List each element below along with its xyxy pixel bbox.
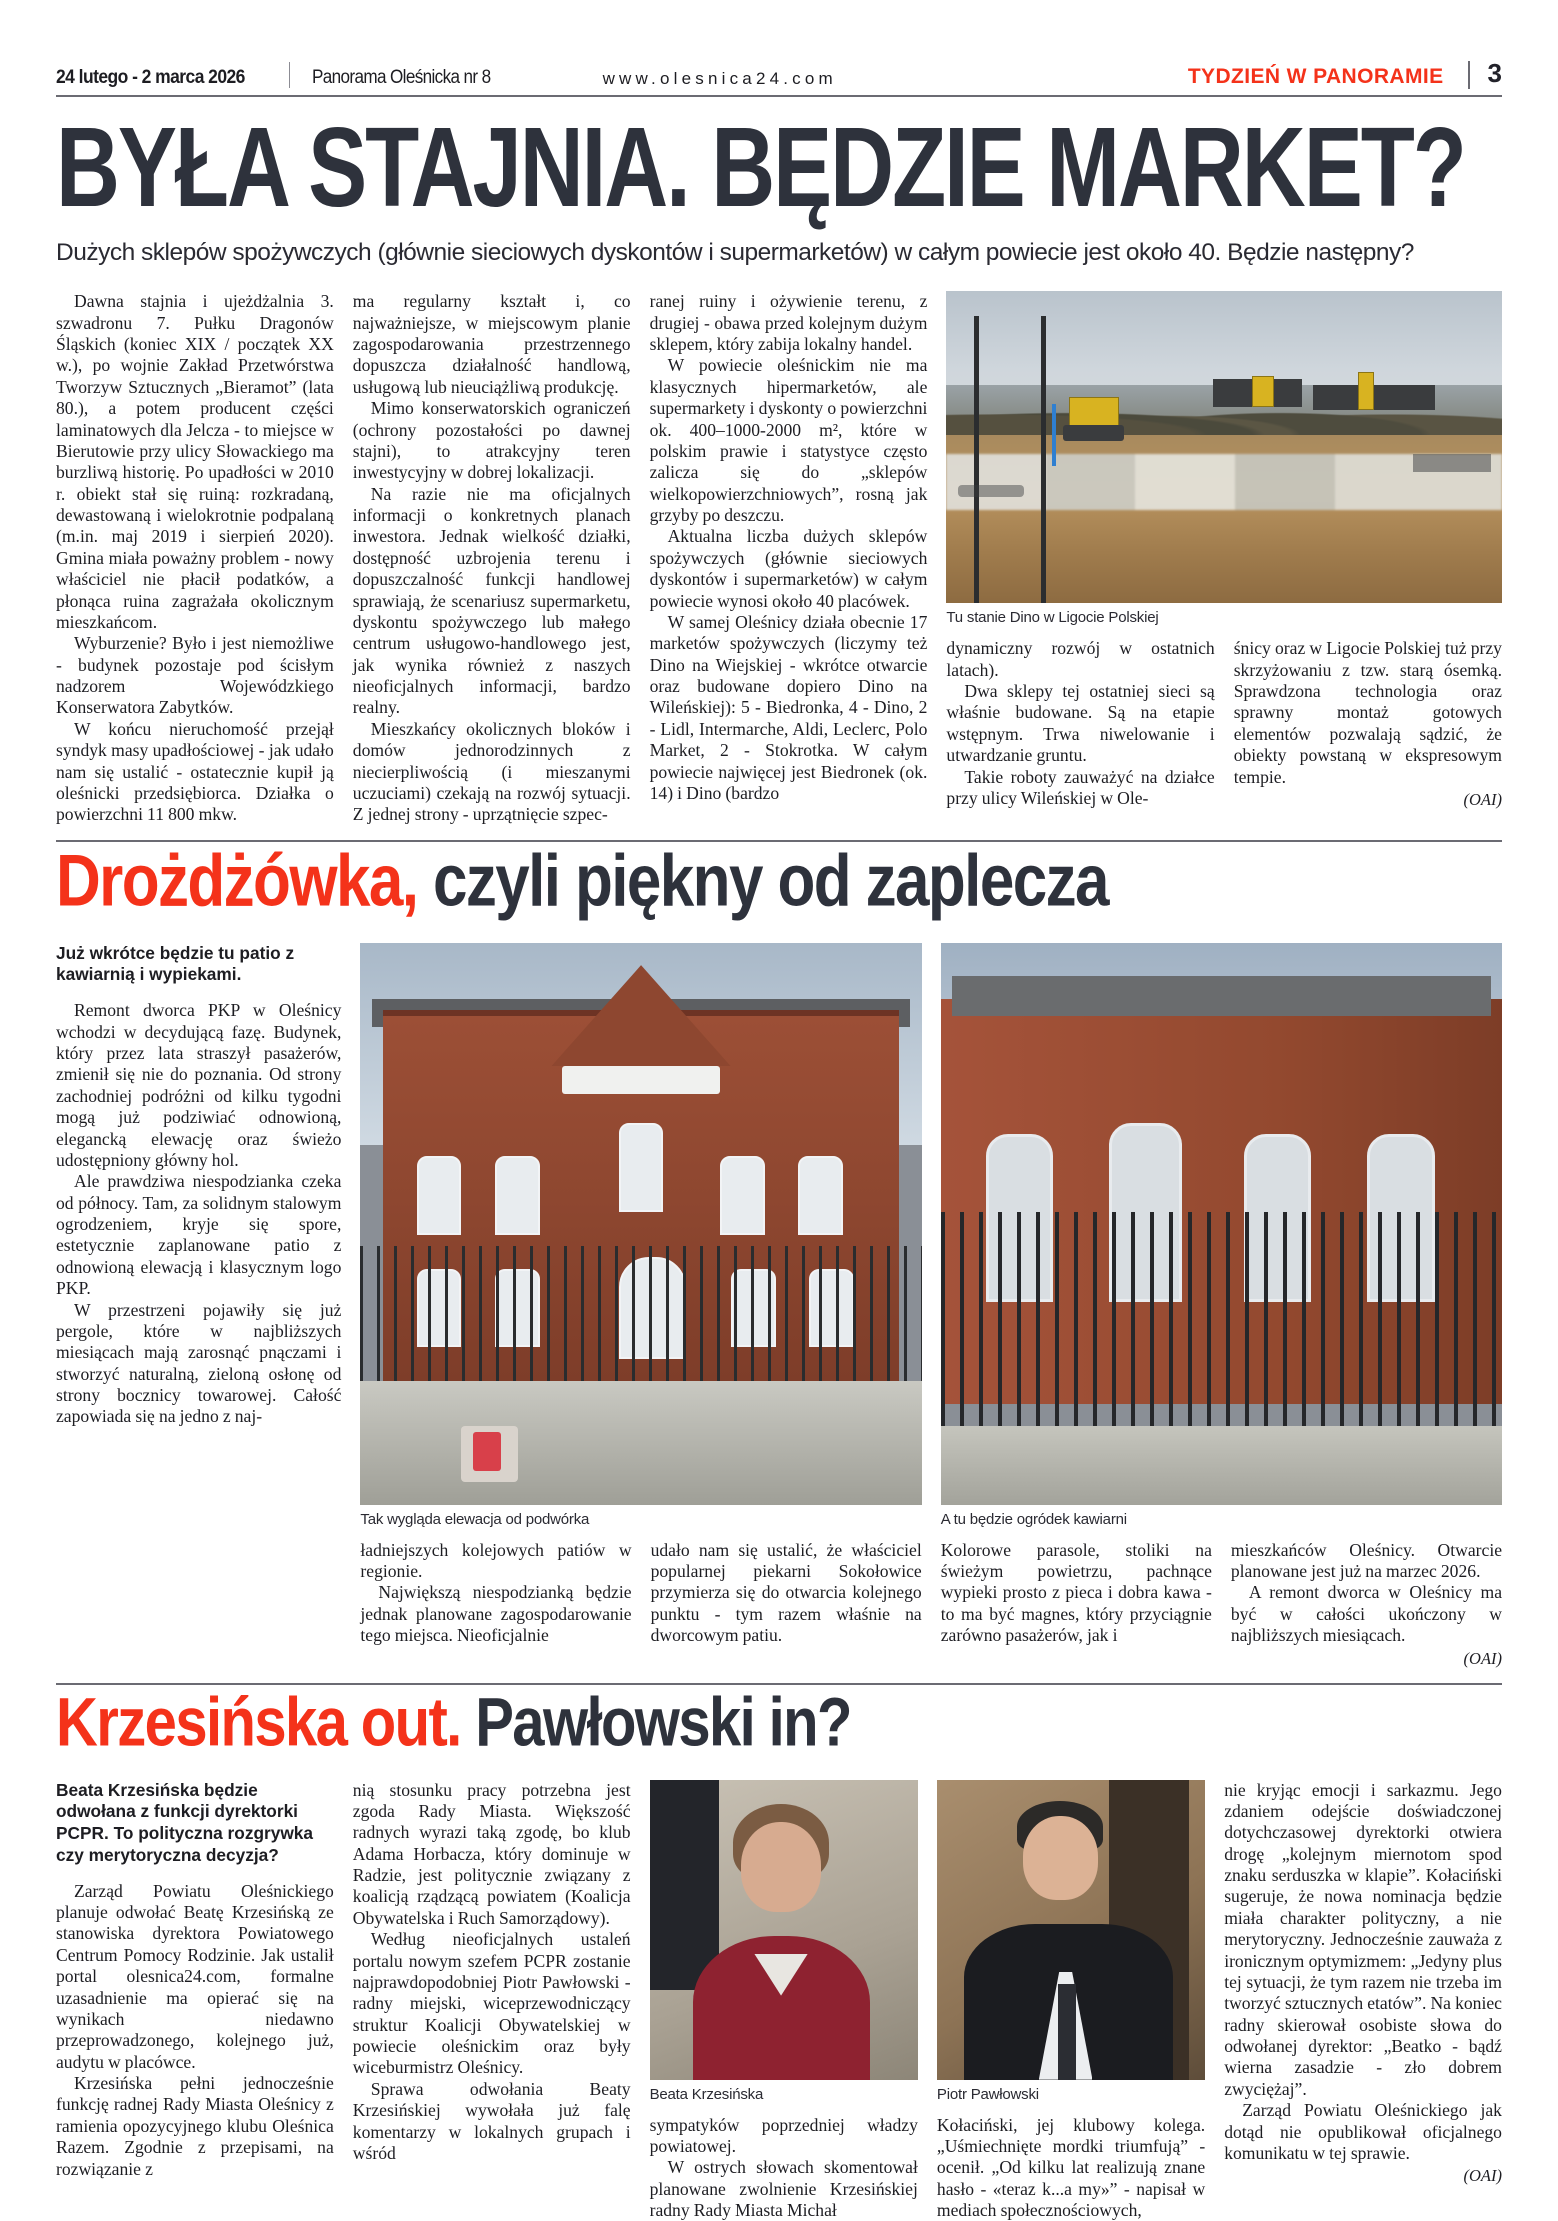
paragraph: mieszkańców Oleśnicy. Otwarcie planowane jest już na marzec 2026. [1230,1539,1503,1582]
paragraph: Według nieoficjalnych ustaleń portalu nowym szefem PCPR zostanie najprawdopodobniej Piotr Pawłowski - radny miejski, wiceprzewodniczący struktur Koalicji Obywatelskiej w powiecie oleśnickim oraz były wiceburmistrz Oleśnicy. [352,1929,631,2078]
article-drozdzowka [56,840,1503,1669]
paragraph: Zarząd Powiatu Oleśnickiego planuje odwołać Beatę Krzesińską ze stanowiska dyrektora Powiatowego Centrum Pomocy Rodzinie. Jak ustalił portal olesnica24.com, formalne uzasadnienie ma opierać się na wynikach niedawno przeprowadzonego, kolejnego już, audytu w placówce. [56,1880,334,2072]
article2-photo2-caption: A tu będzie ogródek kawiarni [940,1510,1127,1528]
paragraph: Kołaciński, jej klubowy kolega. „Uśmiechnięte mordki triumfują” - ocenił. „Od kilku lat realizują znane hasło - «teraz k...a my»” - napisał w mediach społecznościowych, [936,2114,1206,2221]
masthead [56,0,1502,97]
paragraph: Ale prawdziwa niespodzianka czeka od północy. Tam, za solidnym stalowym ogrodzeniem, kryje się spore, estetycznie zaplanowane patio z odnowioną elewacją i klasycznym logo PKP. [56,1171,342,1299]
paragraph: ładniejszych kolejowych patiów w regionie. [360,1539,632,1582]
article2-signature: (OAI) [1463,1648,1503,1668]
article1-headline: BYŁA STAJNIA. BĘDZIE MARKET? [56,104,1465,232]
article1-signature: (OAI) [1463,789,1502,809]
paragraph: W końcu nieruchomość przejął syndyk masy upadłościowej - jak udało nam się ustalić - ostatecznie kupił ją oleśnicki przedsiębiorca. Działka o powierzchni 11 800 mkw. [56,718,334,825]
masthead-divider [289,62,290,88]
paragraph: nią stosunku pracy potrzebna jest zgoda Rady Miasta. Większość radnych wyrazi taką zgodę, bo klub Adama Horbacza, który dominuje w Radzie, jest politycznie związany z koalicją rządzącą powiatem (Koalicja Obywatelska i Ruch Samorządowy). [352,1779,631,1928]
paragraph: Mieszkańcy okolicznych bloków i domów jednorodzinnych z niecierpliwością (i mieszanymi uczuciami) czekają na rozwój sytuacji. Z jednej strony - uprzątnięcie szpec- [352,718,631,825]
paragraph: nie kryjąc emocji i sarkazmu. Jego zdaniem odejście doświadczonej dotychczasowej dyrektorki otwiera drogę „kolejnym miernotom spod znaku serduszka w klapie”. Kołaciński sugeruje, że nowa nominacja będzie miała charakter polityczny, a nie merytoryczny. Jednocześnie zauważa z ironicznym optymizmem: „Jedyny plus tej sytuacji, że tym razem nie trzeba im tworzyć sztucznych etatów”. Na koniec radny skierował osobiste słowa do odwołanej dyrektor: „Beatko - bądź wierna zasadzie - zło dobrem zwyciężaj”. [1224,1779,1502,2099]
article3-photo-piotr-pawlowski [937,1780,1205,2080]
paragraph: Na razie nie ma oficjalnych informacji o konkretnych planach inwestora. Jednak wielkość działki, dostępność uzbrojenia terenu i dopuszczalność funkcji handlowej sprawiają, że scenariusz supermarketu, dyskontu spożywczego lub małego centrum usługowo-handlowego jest, jak wynika również z naszych nieoficjalnych informacji, bardzo realny. [352,483,631,718]
page-number: 3 [1487,58,1502,88]
article3-column-3 [650,2115,918,2221]
paragraph: Mimo konserwatorskich ograniczeń (ochrony pozostałości po dawnej stajni), to atrakcyjny teren inwestycyjny w dobrej lokalizacji. [352,398,631,483]
article3-photo-left-wrap [650,1780,918,2115]
article2-photos-and-text [360,943,1502,1669]
article3-column-5 [1224,1780,1502,2221]
masthead-date: 24 lutego - 2 marca 2026 [56,67,245,88]
article2-photo1-caption: Tak wygląda elewacja od podwórka [360,1510,590,1528]
article2-headline-black: czyli piękny od zaplecza [432,840,1108,922]
masthead-website-url[interactable]: www.olesnica24.com [602,69,837,88]
article1-photo-caption: Tu stanie Dino w Ligocie Polskiej [946,609,1159,627]
article2-headline [56,839,1502,923]
paragraph: W powiecie oleśnickim nie ma klasycznych hipermarketów, ale supermarkety i dyskonty o powierzchni ok. 400–1000-2000 m², które w polskim prawie i statystyce często zalicza się do „sklepów wielkopowierzchniowych”, rosną jak grzyby po deszczu. [649,355,928,526]
article2-column-1 [56,943,341,1669]
article1-column-4 [946,638,1214,810]
article3-photo-right-wrap [937,1780,1205,2115]
article1-columns [56,291,1502,825]
article-stajnia-market [56,104,1502,826]
article3-columns [56,1780,1502,2221]
article3-photos-and-text [650,1780,1206,2221]
paragraph: W przestrzeni pojawiły się już pergole, które w najbliższych miesiącach mają zarosnąć pnączami i stworzyć naturalną, zieloną osłonę od strony bocznicy towarowej. Całość zapowiada się na jedno z naj- [56,1299,342,1427]
paragraph: W samej Oleśnicy działa obecnie 17 marketów spożywczych (liczymy też Dino na Wiejskiej - wkrótce otwarcie oraz budowane dopiero Dino na Wileńskiej): 5 - Biedronka, 4 - Dino, 2 - Lidl, Intermarche, Aldi, Leclerc, Polo Market, 2 - Stokrotka. W całym powiecie najwięcej jest Biedronek (ok. 14) i Dino (bardzo [649,611,928,803]
article1-column-2 [353,291,631,825]
article2-column-2 [360,1540,631,1669]
paragraph: Kolorowe parasole, stoliki na świeżym powietrzu, pachnące wypieki prosto z pieca i dobra kawa - to ma być magnes, który przyciągnie zarówno pasażerów, jak i [940,1539,1212,1646]
article2-lower-columns [360,1540,1502,1669]
article2-column-5 [1231,1540,1502,1669]
article3-column-4 [937,2115,1205,2221]
article1-lower-columns [946,638,1502,810]
paragraph: dynamiczny rozwój w ostatnich latach). [946,638,1215,680]
article3-photo2-caption: Piotr Pawłowski [936,2085,1039,2103]
article1-photo-construction-site [946,291,1502,603]
article3-headline-black: Pawłowski in? [475,1683,851,1761]
masthead-paper-name: Panorama Oleśnicka nr 8 [312,67,491,88]
paragraph: ranej ruiny i ożywienie terenu, z drugiej - obawa przed kolejnym dużym sklepem, który zabija lokalny handel. [649,291,928,355]
paragraph: Dawna stajnia i ujeżdżalnia 3. szwadronu 7. Pułku Dragonów Śląskich (koniec XIX / początek XX w.), po wojnie Zakład Przetwórstwa Tworzyw Sztucznych „Bieramot” (lata 80.), a potem producent części laminatowych dla Jelcza - to miejsce w Bierutowie przy ulicy Słowackiego ma burzliwą historię. Po upadłości w 2010 r. obiekt stał się ruiną: rozkradaną, dewastowaną i wielokrotnie podpalaną (m.in. maj 2019 i sierpień 2020). Gmina miała poważny problem - nowy właściciel nie płacił podatków, a płonąca ruina zagrażała okolicznym mieszkańcom. [56,291,334,632]
article3-photo1-caption: Beata Krzesińska [649,2085,764,2103]
paragraph: sympatyków poprzedniej władzy powiatowej. [649,2114,918,2156]
paragraph: ma regularny kształt i, co najważniejsze, w miejscowym planie zagospodarowania przestrzennego dopuszcza działalność handlową, usługową lub nieuciążliwą produkcję. [352,291,631,397]
article1-column-3 [650,291,928,825]
article3-headline-red: Krzesińska out. [56,1683,461,1761]
article2-bold-intro: Już wkrótce będzie tu patio z kawiarnią i wypiekami. [56,942,295,985]
article2-column-3 [651,1540,922,1669]
paragraph: Takie roboty zauważyć na działce przy ulicy Wileńskiej w Ole- [946,766,1215,808]
article2-column-4 [941,1540,1212,1669]
article3-photo-beata-krzesinska [650,1780,918,2080]
paragraph: Remont dworca PKP w Oleśnicy wchodzi w decydującą fazę. Budynek, który przez lata straszył pasażerów, zmienił się nie do poznania. Od strony zachodniej podróżni od kilku tygodni mogą już podziwiać odnowioną, elegancką elewację oraz świeżo udostępniony główny hol. [56,1000,342,1170]
paragraph: Krzesińska pełni jednocześnie funkcję radnej Rady Miasta Oleśnicy z ramienia opozycyjnego klubu Oleśnica Razem. Zgodnie z przepisami, na rozwiązanie z [56,2073,334,2179]
article2-photo-right-wrap [941,943,1502,1540]
paragraph: Zarząd Powiatu Oleśnickiego jak dotąd nie opublikował oficjalnego komunikatu w tej sprawie. [1224,2100,1502,2163]
article3-photo-row [650,1780,1206,2115]
article3-column-1 [56,1780,334,2221]
article1-column-5 [1234,638,1502,810]
masthead-section-label: TYDZIEŃ W PANORAMIE [1187,65,1444,88]
article2-photo-station-facade [360,943,921,1505]
article3-column-2 [353,1780,631,2221]
article3-lower-columns [650,2115,1206,2221]
paragraph: Wyburzenie? Było i jest niemożliwe - budynek pozostaje pod ścisłym nadzorem Wojewódzkiego Konserwatora Zabytków. [56,633,334,718]
article2-headline-red: Drożdżówka, [56,840,418,922]
paragraph: Największą niespodzianką będzie jednak planowane zagospodarowanie tego miejsca. Nieoficjalnie [360,1582,632,1646]
paragraph: śnicy oraz w Ligocie Polskiej tuż przy skrzyżowaniu z tzw. starą ósemką. Sprawdzona technologia oraz sprawny montaż gotowych elementów pozwalają sądzić, że obiekty powstaną w ekspresowym tempie. [1233,638,1502,787]
masthead-right-group [1188,58,1502,89]
paragraph: Aktualna liczba dużych sklepów spożywczych (głównie sieciowych dyskontów i supermarketów) w całym powiecie wynosi około 40 placówek. [649,526,928,611]
article3-signature: (OAI) [1463,2166,1502,2186]
paragraph: Sprawa odwołania Beaty Krzesińskiej wywołała już falę komentarzy w lokalnych grupach i wśród [352,2078,631,2163]
paragraph: Dwa sklepy tej ostatniej sieci są właśnie budowane. Są na etapie wstępnym. Trwa niwelowanie i utwardzanie gruntu. [946,681,1215,766]
article1-photo-and-text [946,291,1502,825]
masthead-divider-2 [1468,61,1470,89]
article3-bold-intro: Beata Krzesińska będzie odwołana z funkcji dyrektorki PCPR. To polityczna rozgrywka czy merytoryczna decyzja? [56,1779,314,1865]
article3-headline [56,1683,1502,1762]
article2-photo-cafe-patio [941,943,1502,1505]
article1-lead: Dużych sklepów spożywczych (głównie sieciowych dyskontów i supermarketów) w całym powiecie jest około 40. Będzie następny? [56,239,1414,266]
paragraph: udało nam się ustalić, że właściciel popularnej piekarni Sokołowice przymierza się do otwarcia kolejnego punktu - tym razem właśnie na dworcowym patiu. [650,1539,922,1646]
article2-columns [56,943,1502,1669]
paragraph: W ostrych słowach skomentował planowane zwolnienie Krzesińskiej radny Rady Miasta Michał [649,2157,918,2221]
article2-photo-left-wrap [360,943,921,1540]
article2-photo-row [360,943,1502,1540]
article1-column-1 [56,291,334,825]
paragraph: A remont dworca w Oleśnicy ma być w całości ukończony w najbliższych miesiącach. [1230,1582,1503,1646]
article-krzesinska-pawlowski [56,1683,1502,2221]
